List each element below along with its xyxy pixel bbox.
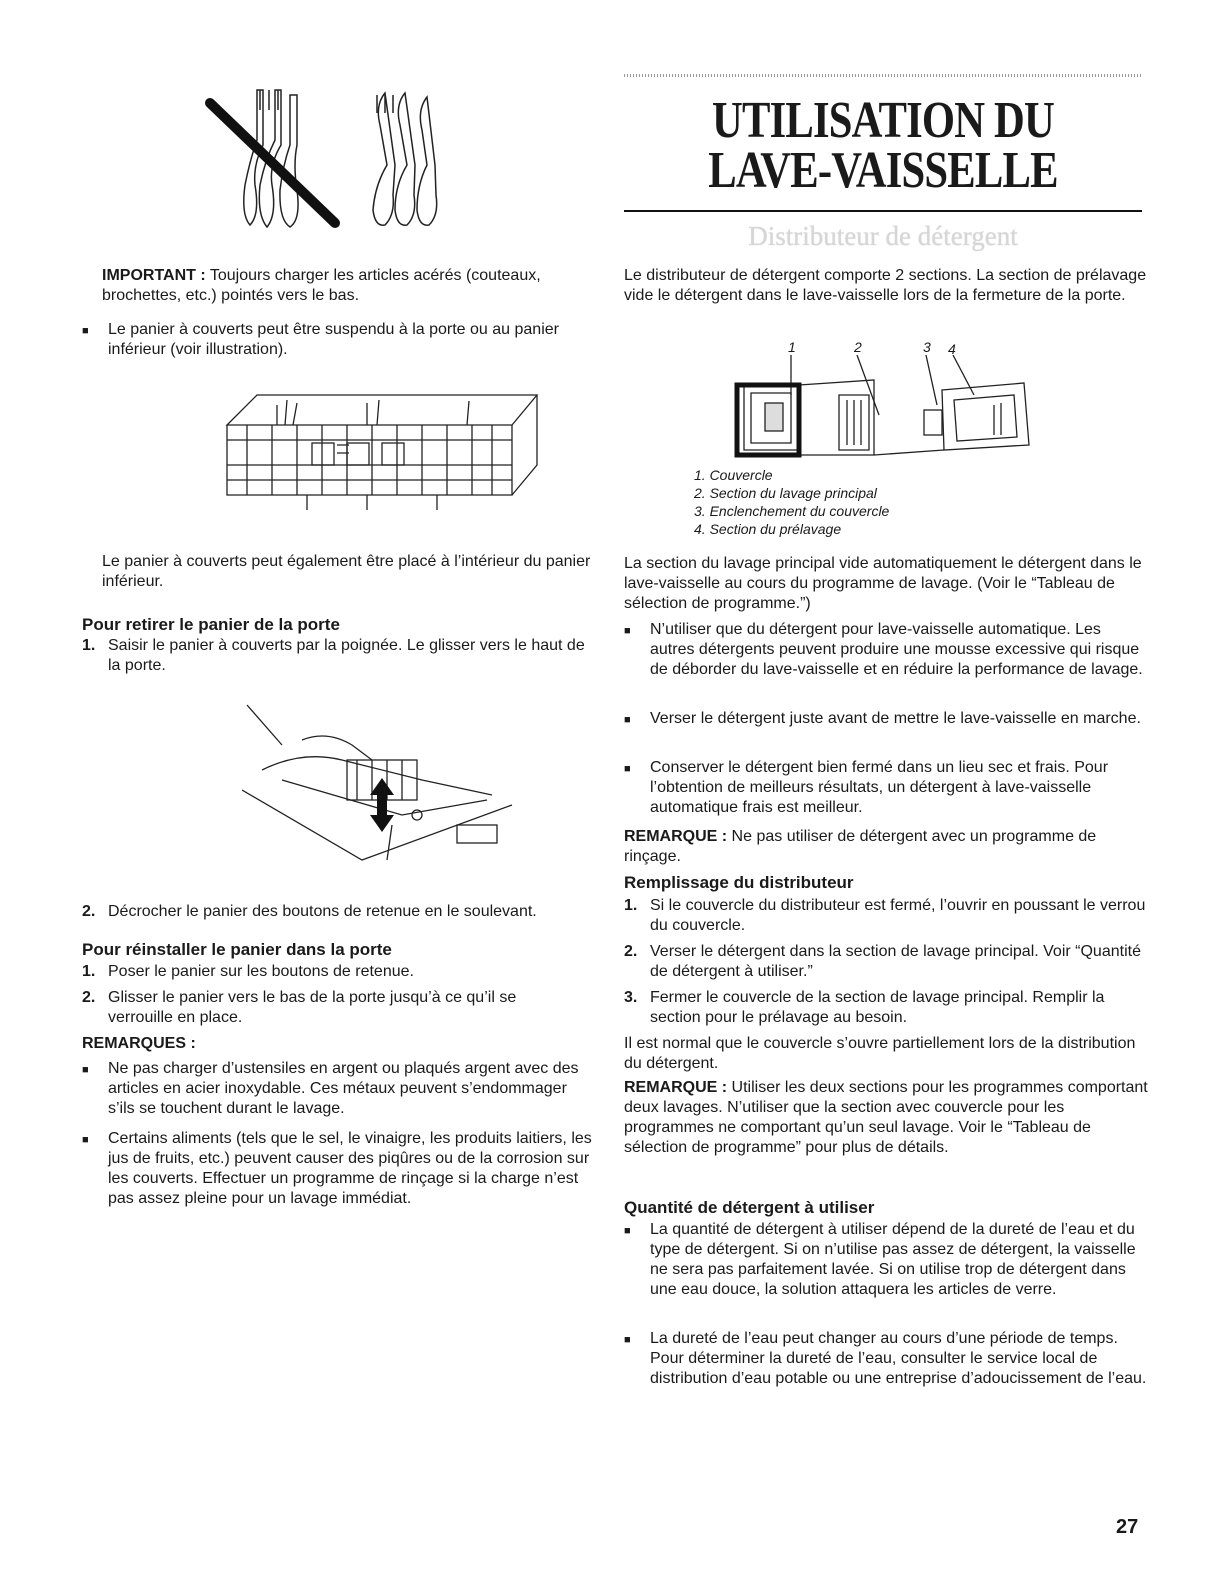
step-number: 1. — [82, 963, 96, 980]
note-label: REMARQUE : — [624, 828, 728, 845]
callout-number: 2 — [854, 339, 862, 355]
list-item — [82, 1059, 594, 1119]
remark-text: Certains aliments (tels que le sel, le vinaigre, les produits laitiers, les jus de fruits, etc.) peuvent causer des piqûres ou de la corrosion sur les couverts. Effectuer un programme de rinçage si la charge n’est pas assez pleine pour un lavage immédiat. — [108, 1130, 592, 1207]
step-number: 1. — [624, 897, 638, 914]
bullet-icon — [82, 1129, 108, 1150]
step-text: Glisser le panier vers le bas de la porte jusqu’à ce qu’il se verrouille en place. — [108, 989, 517, 1026]
list-item — [82, 1129, 594, 1209]
remark-text: Ne pas charger d’ustensiles en argent ou plaqués argent avec des articles en acier inoxydable. Ces métaux peuvent s’endommager s’ils se touchent durant le lavage. — [108, 1060, 579, 1117]
step-text: Si le couvercle du distributeur est fermé, l’ouvrir en poussant le verrou du couvercle. — [650, 897, 1146, 934]
bullet-icon — [624, 620, 650, 641]
step-text: Fermer le couvercle de la section de lavage principal. Remplir la section pour le prélavage au besoin. — [650, 989, 1105, 1026]
bullet-icon — [624, 758, 650, 779]
reinstall-basket-heading: Pour réinstaller le panier dans la porte — [82, 940, 392, 959]
door-basket-illustration — [242, 700, 522, 865]
note-text: Utiliser les deux sections pour les programmes comportant deux lavages. N’utiliser que la section avec couvercle pour les programmes ne comportant qu’un seul lavage. Voir le “Tableau de sélection de programme” pour plus de détails. — [624, 1079, 1148, 1156]
list-item — [82, 320, 594, 360]
dispenser-legend — [694, 466, 889, 538]
remarks-heading: REMARQUES : — [82, 1035, 196, 1052]
list-item — [624, 709, 1149, 730]
list-item — [624, 942, 1149, 982]
legend-item: 2. Section du lavage principal — [694, 485, 877, 501]
note-text: Ne pas utiliser de détergent avec un programme de rinçage. — [624, 828, 1097, 865]
callout-number: 1 — [788, 339, 796, 355]
list-item — [82, 636, 594, 676]
important-note — [102, 266, 594, 306]
step-number: 1. — [82, 637, 96, 654]
list-item — [624, 758, 1149, 818]
note-rinse — [624, 827, 1149, 867]
bullet-icon — [624, 709, 650, 730]
step-number: 3. — [624, 989, 638, 1006]
list-item — [624, 896, 1149, 936]
title-line-1: UTILISATION DU — [712, 92, 1054, 149]
bullet-text: N’utiliser que du détergent pour lave-vaisselle automatique. Les autres détergents peuvent produire une mousse excessive qui risque de déborder du lave-vaisselle et en réduire la performance de lavage. — [650, 621, 1143, 678]
quantity-heading: Quantité de détergent à utiliser — [624, 1198, 875, 1217]
list-item — [624, 988, 1149, 1028]
step-text: Saisir le panier à couverts par la poignée. Le glisser vers le haut de la porte. — [108, 637, 585, 674]
list-item — [82, 902, 594, 922]
legend-item: 4. Section du prélavage — [694, 521, 842, 537]
callout-number: 4 — [948, 341, 956, 357]
bullet-icon — [624, 1220, 650, 1241]
bullet-icon — [624, 1329, 650, 1350]
main-wash-text: La section du lavage principal vide automatiquement le détergent dans le lave-vaisselle au cours du programme de lavage. (Voir le “Tableau de sélection de programme.”) — [624, 555, 1142, 612]
bullet-icon — [82, 1059, 108, 1080]
step-text: Poser le panier sur les boutons de retenue. — [108, 963, 414, 980]
important-text: Toujours charger les articles acérés (couteaux, brochettes, etc.) pointés vers le bas. — [102, 267, 541, 304]
page-number: 27 — [1116, 1516, 1139, 1538]
top-rule — [624, 74, 1142, 77]
cutlery-illustration — [205, 85, 455, 235]
bullet-text: La dureté de l’eau peut changer au cours d’une période de temps. Pour déterminer la dureté de l’eau, consulter le service local de distribution d’eau potable ou une entreprise d’adoucissement de l’eau. — [650, 1330, 1147, 1387]
lower-rack-illustration — [217, 385, 547, 515]
note-label: REMARQUE : — [624, 1079, 728, 1096]
step-text: Décrocher le panier des boutons de retenue en le soulevant. — [108, 903, 537, 920]
callout-number: 3 — [923, 339, 931, 355]
page-title — [671, 92, 1096, 199]
title-line-2: LAVE-VAISSELLE — [708, 142, 1058, 199]
bullet-icon — [82, 320, 108, 341]
list-item — [624, 1220, 1149, 1300]
legend-item: 1. Couvercle — [694, 467, 773, 483]
note-two-washes — [624, 1078, 1149, 1158]
important-label: IMPORTANT : — [102, 267, 206, 284]
list-item — [624, 620, 1149, 680]
fill-dispenser-heading: Remplissage du distributeur — [624, 873, 854, 892]
bullet-text: Verser le détergent juste avant de mettre le lave-vaisselle en marche. — [650, 710, 1141, 727]
basket-inside-text: Le panier à couverts peut également être placé à l’intérieur du panier inférieur. — [102, 553, 591, 590]
list-item — [82, 962, 594, 982]
list-item — [624, 1329, 1149, 1389]
dispenser-illustration — [729, 355, 1039, 465]
normal-behavior-text: Il est normal que le couvercle s’ouvre partiellement lors de la distribution du détergent. — [624, 1035, 1136, 1072]
step-number: 2. — [82, 903, 96, 920]
section-heading: Distributeur de détergent — [748, 221, 1018, 251]
legend-item: 3. Enclenchement du couvercle — [694, 503, 890, 519]
bullet-basket-text: Le panier à couverts peut être suspendu à la porte ou au panier inférieur (voir illustration). — [108, 321, 559, 358]
step-number: 2. — [624, 943, 638, 960]
intro-text: Le distributeur de détergent comporte 2 sections. La section de prélavage vide le détergent dans le lave-vaisselle lors de la fermeture de la porte. — [624, 267, 1147, 304]
bullet-text: La quantité de détergent à utiliser dépend de la dureté de l’eau et du type de détergent. Si on n’utilise pas assez de détergent, la vaisselle ne sera pas parfaitement lavée. Si on utilise trop de détergent dans une eau douce, la solution attaquera les articles de verre. — [650, 1221, 1136, 1298]
step-number: 2. — [82, 989, 96, 1006]
bullet-text: Conserver le détergent bien fermé dans un lieu sec et frais. Pour l’obtention de meilleurs résultats, un détergent à lave-vaisselle automatique frais est meilleur. — [650, 759, 1109, 816]
title-rule — [624, 210, 1142, 212]
remove-basket-heading: Pour retirer le panier de la porte — [82, 615, 340, 634]
list-item — [82, 988, 582, 1028]
step-text: Verser le détergent dans la section de lavage principal. Voir “Quantité de détergent à utiliser.” — [650, 943, 1141, 980]
